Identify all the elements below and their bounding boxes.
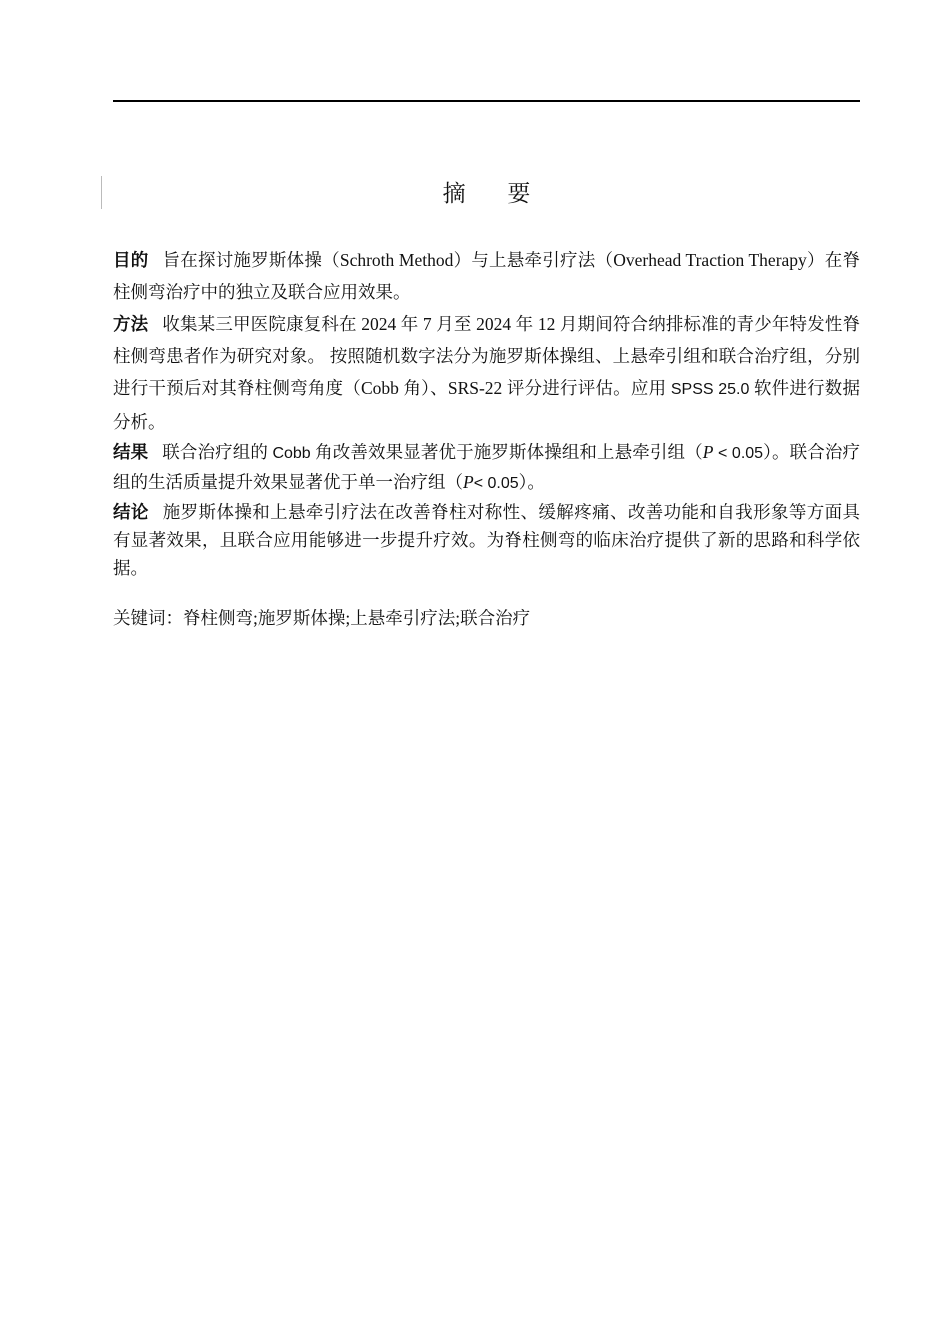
- abstract-title: 摘 要: [442, 181, 549, 206]
- results-paragraph: [113, 438, 860, 498]
- keywords: 关键词：脊柱侧弯;施罗斯体操;上悬牵引疗法;联合治疗: [113, 608, 531, 628]
- methods-text-b: 软件进行数据分析。: [113, 378, 860, 432]
- results-label: 结果: [113, 442, 149, 462]
- conclusion-paragraph: [113, 498, 860, 582]
- results-p1-rest: < 0.05: [713, 445, 764, 462]
- header-rule: [113, 100, 860, 102]
- results-cobb: Cobb: [272, 445, 311, 462]
- conclusion-label: 结论: [113, 502, 149, 522]
- objective-text: 旨在探讨施罗斯体操（Schroth Method）与上悬牵引疗法（Overhead Traction Therapy）在脊柱侧弯治疗中的独立及联合应用效果。: [113, 250, 861, 302]
- results-text-c: ）。联合治疗组的生活质量提升效果显著优于单一治疗组（: [113, 442, 861, 492]
- results-text-a: 联合治疗组的: [162, 442, 273, 462]
- results-p2-rest: < 0.05: [473, 475, 519, 492]
- methods-software: SPSS 25.0: [670, 381, 750, 398]
- results-p2-var: P: [463, 472, 474, 492]
- objective-label: 目的: [113, 250, 149, 270]
- results-text-b: 角改善效果显著优于施罗斯体操组和上悬牵引组（: [310, 442, 703, 462]
- methods-paragraph: [113, 308, 860, 438]
- methods-text-a: 收集某三甲医院康复科在 2024 年 7 月至 2024 年 12 月期间符合纳排标准的青少年特发性脊柱侧弯患者作为研究对象。 按照随机数字法分为施罗斯体操组、上悬牵引组和联合治疗组，分别进行干预后对其脊柱侧弯角度（Cobb 角）、SRS-22 评分进行评估。应用: [113, 314, 861, 398]
- abstract-body: [113, 244, 860, 582]
- results-p1-var: P: [702, 442, 714, 462]
- objective-paragraph: [113, 244, 860, 308]
- methods-label: 方法: [113, 314, 149, 334]
- results-text-d: ）。: [518, 472, 545, 492]
- conclusion-text: 施罗斯体操和上悬牵引疗法在改善脊柱对称性、缓解疼痛、改善功能和自我形象等方面具有显著效果，且联合应用能够进一步提升疗效。为脊柱侧弯的临床治疗提供了新的思路和科学依据。: [113, 502, 861, 578]
- margin-mark: [101, 176, 102, 209]
